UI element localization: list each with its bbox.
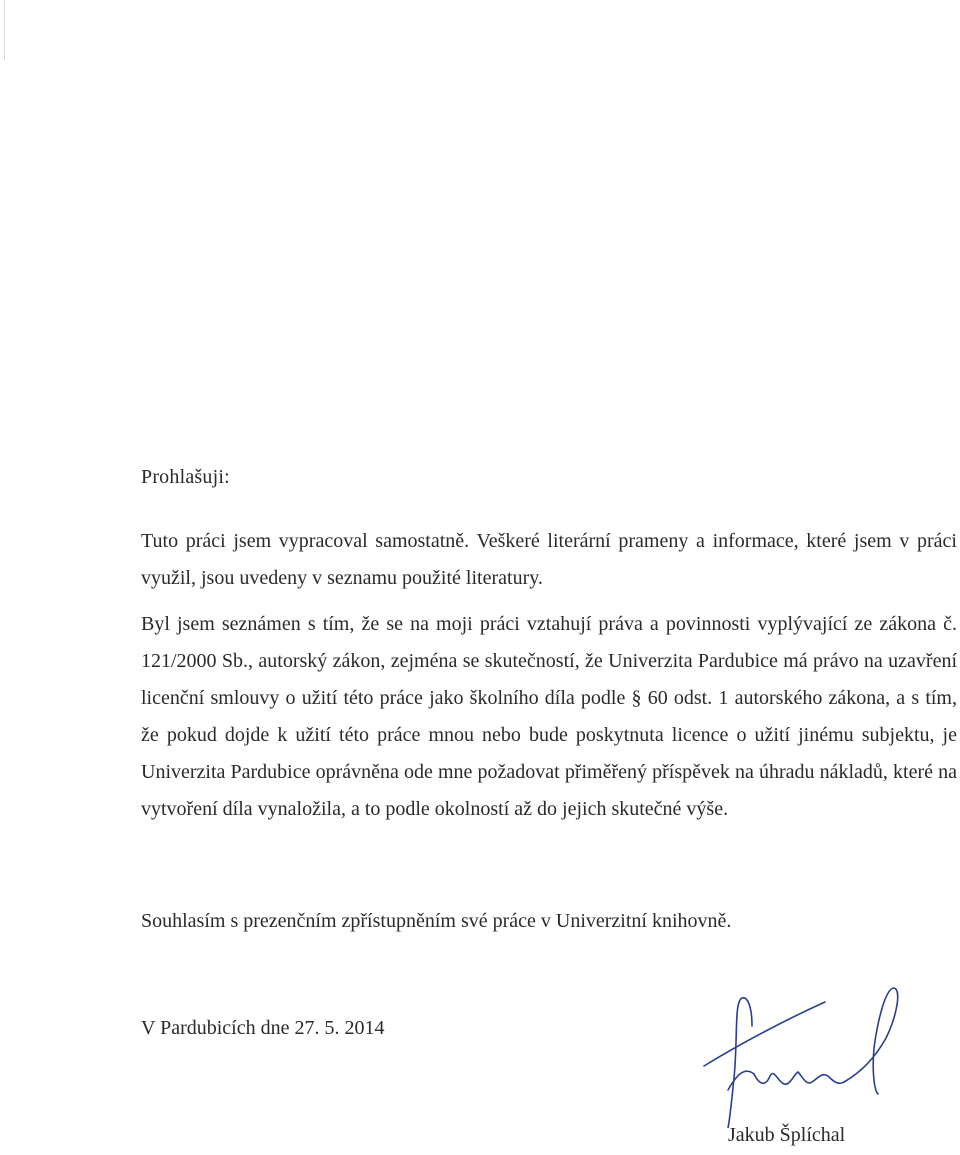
- declaration-heading: Prohlašuji:: [141, 466, 230, 488]
- place-and-date: V Pardubicích dne 27. 5. 2014: [141, 1017, 385, 1039]
- paragraph-copyright-law: Byl jsem seznámen s tím, že se na moji práci vztahují práva a povinnosti vyplývající ze zákona č. 121/2000 Sb., autorský zákon, zejména se skutečností, že Univerzita Pardubice má právo na uzavření licenční smlouvy o užití této práce jako školního díla podle § 60 odst. 1 autorského zákona, a s tím, že pokud dojde k užití této práce mnou nebo bude poskytnuta licence o užití jinému subjektu, je Univerzita Pardubice oprávněna ode mne požadovat přiměřený příspěvek na úhradu nákladů, které na vytvoření díla vynaložila, a to podle okolností až do jejich skutečné výše.: [141, 613, 957, 820]
- signer-name: Jakub Šplíchal: [728, 1124, 846, 1146]
- handwritten-signature: [690, 978, 930, 1128]
- paragraph-independent-work: Tuto práci jsem vypracoval samostatně. Veškeré literární prameny a informace, které jsem v práci využil, jsou uvedeny v seznamu použité literatury.: [141, 530, 957, 589]
- scan-edge-line: [4, 0, 5, 60]
- paragraph-library-consent: Souhlasím s prezenčním zpřístupněním své práce v Univerzitní knihovně.: [141, 910, 732, 932]
